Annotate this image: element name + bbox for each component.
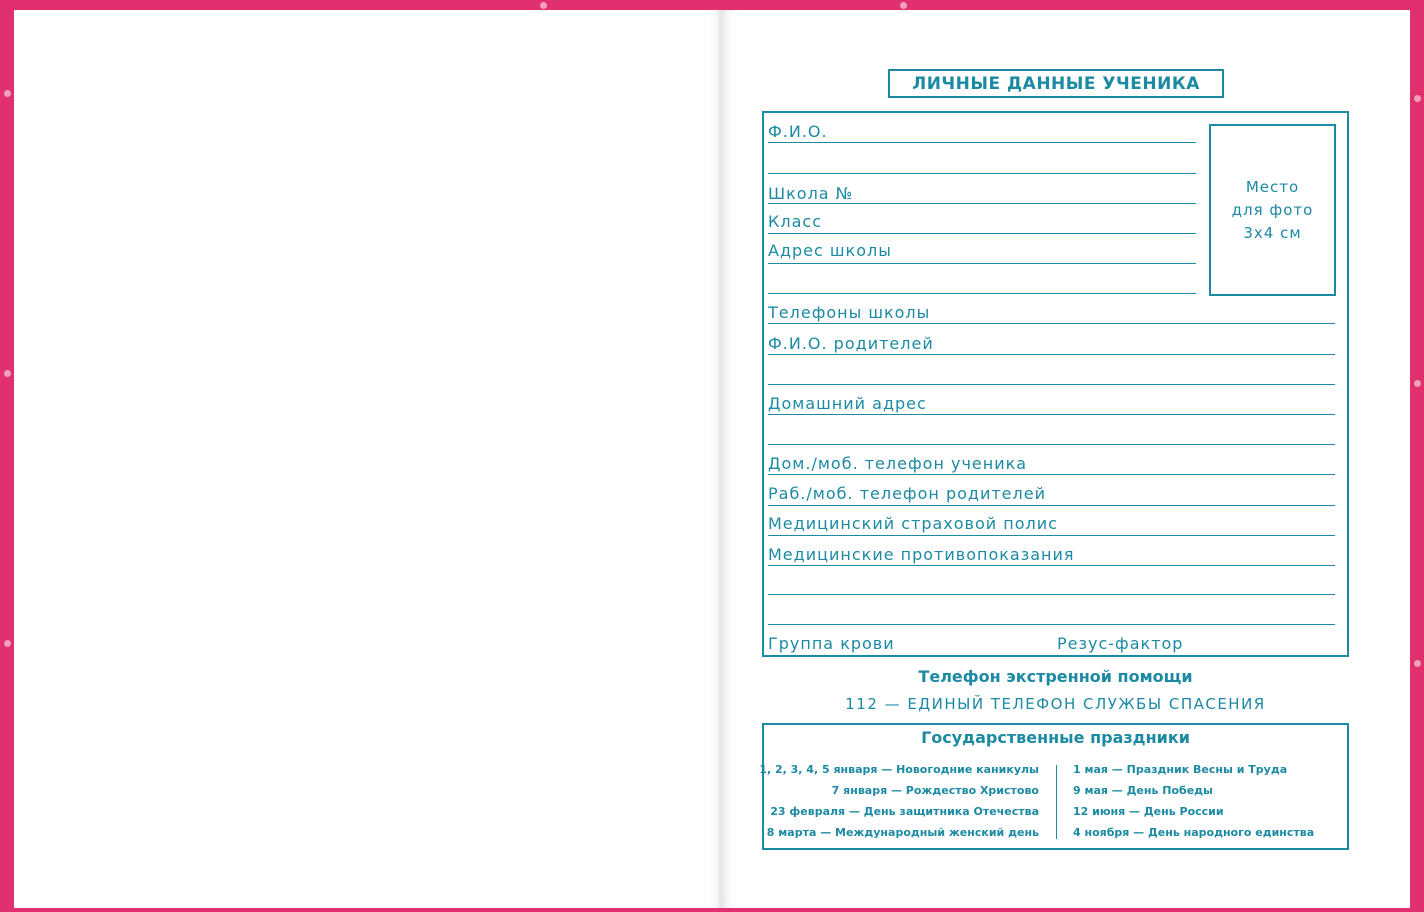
holiday-left-item: 8 марта — Международный женский день [766,826,1039,839]
spine [719,10,723,908]
contraindications-line[interactable] [768,565,1335,566]
emergency-title: Телефон экстренной помощи [918,667,1193,686]
contraindications-line-3[interactable] [768,624,1335,625]
fio-line-2[interactable] [768,173,1196,174]
school-number-line[interactable] [768,203,1196,204]
home-address-line-2[interactable] [768,444,1335,445]
parents-fio-line-2[interactable] [768,384,1335,385]
parents-fio-line[interactable] [768,354,1335,355]
school-address-line-2[interactable] [768,293,1196,294]
cover-dot [4,370,11,377]
parents-fio-label: Ф.И.О. родителей [768,334,934,353]
left-page-blank [14,10,722,908]
home-address-label: Домашний адрес [768,394,927,413]
holiday-right-item: 9 мая — День Победы [1073,784,1213,797]
school-number-label: Школа № [768,184,854,203]
emergency-subtitle: 112 — ЕДИНЫЙ ТЕЛЕФОН СЛУЖБЫ СПАСЕНИЯ [845,695,1266,713]
cover-dot [4,640,11,647]
school-phones-label: Телефоны школы [768,303,931,322]
insurance-line[interactable] [768,535,1335,536]
fio-label: Ф.И.О. [768,122,828,141]
insurance-label: Медицинский страховой полис [768,514,1058,533]
rh-factor-label: Резус-фактор [1057,634,1184,653]
holiday-left-item: 7 января — Рождество Христово [831,784,1039,797]
photo-placeholder [1209,124,1336,296]
holidays-title: Государственные праздники [921,728,1190,747]
school-phones-line[interactable] [768,323,1335,324]
student-phone-label: Дом./моб. телефон ученика [768,454,1028,473]
contraindications-line-2[interactable] [768,594,1335,595]
holiday-right-item: 1 мая — Праздник Весны и Труда [1073,763,1288,776]
blood-group-label: Группа крови [768,634,895,653]
school-address-line[interactable] [768,263,1196,264]
cover-dot [900,2,907,9]
cover-dot [1414,660,1421,667]
holiday-left-item: 1, 2, 3, 4, 5 января — Новогодние каникулы [759,763,1039,776]
parents-phone-label: Раб./моб. телефон родителей [768,484,1046,503]
holidays-divider [1056,765,1057,839]
photo-label-2: для фото [1231,200,1314,219]
home-address-line[interactable] [768,414,1335,415]
photo-label-1: Место [1245,177,1300,196]
contraindications-label: Медицинские противопоказания [768,545,1075,564]
cover-dot [1414,95,1421,102]
student-phone-line[interactable] [768,474,1335,475]
fio-line[interactable] [768,142,1196,143]
photo-label-3: 3х4 см [1243,223,1302,242]
class-label: Класс [768,212,822,231]
parents-phone-line[interactable] [768,505,1335,506]
holiday-right-item: 4 ноября — День народного единства [1073,826,1315,839]
school-address-label: Адрес школы [768,241,892,260]
cover-dot [1414,380,1421,387]
page-title: ЛИЧНЫЕ ДАННЫЕ УЧЕНИКА [888,69,1224,98]
holiday-left-item: 23 февраля — День защитника Отечества [770,805,1039,818]
cover-dot [540,2,547,9]
holiday-right-item: 12 июня — День России [1073,805,1224,818]
cover-dot [4,90,11,97]
class-line[interactable] [768,233,1196,234]
